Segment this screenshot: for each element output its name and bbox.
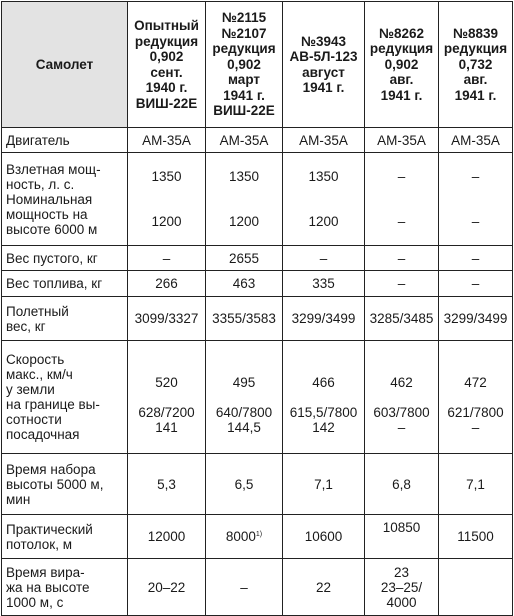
cell: 466 615,5/7800 142 xyxy=(283,341,365,454)
cell: – xyxy=(439,246,513,271)
cell: – xyxy=(206,559,283,616)
cell: – – xyxy=(365,153,439,246)
cell: 12000 xyxy=(128,515,206,559)
header-col-4: №8262 редукция 0,902 авг. 1941 г. xyxy=(365,2,439,128)
row-engine xyxy=(2,128,513,153)
cell: АМ-35А xyxy=(128,128,206,153)
cell: АМ-35А xyxy=(365,128,439,153)
header-col-3: №3943 АВ-5Л-123 август 1941 г. xyxy=(283,2,365,128)
label-flight-weight: Полетный вес, кг xyxy=(2,297,128,341)
cell: 23 23–25/ 4000 xyxy=(365,559,439,616)
header-col-5: №8839 редукция 0,732 авг. 1941 г. xyxy=(439,2,513,128)
label-climb: Время набора высоты 5000 м, мин xyxy=(2,454,128,515)
cell: 5,3 xyxy=(128,454,206,515)
cell: 1350 1200 xyxy=(283,153,365,246)
cell: АМ-35А xyxy=(206,128,283,153)
aircraft-specs-table xyxy=(1,1,513,616)
cell: 3099/3327 xyxy=(128,297,206,341)
cell: 22 xyxy=(283,559,365,616)
cell: 3355/3583 xyxy=(206,297,283,341)
header-col-1: Опытный редукция 0,902 сент. 1940 г. ВИШ-22Е xyxy=(128,2,206,128)
row-speed xyxy=(2,341,513,454)
cell: АМ-35А xyxy=(439,128,513,153)
row-ceiling xyxy=(2,515,513,559)
cell: 11500 xyxy=(439,515,513,559)
cell: 1350 1200 xyxy=(128,153,206,246)
cell: – xyxy=(128,246,206,271)
row-power xyxy=(2,153,513,246)
cell xyxy=(439,559,513,616)
header-row xyxy=(2,2,513,128)
cell: 10850 xyxy=(365,515,439,559)
cell: АМ-35А xyxy=(283,128,365,153)
label-ceiling: Практический потолок, м xyxy=(2,515,128,559)
cell: 520 628/7200 141 xyxy=(128,341,206,454)
cell: 2655 xyxy=(206,246,283,271)
cell: 472 621/7800 – xyxy=(439,341,513,454)
row-flight-weight xyxy=(2,297,513,341)
cell: 462 603/7800 – xyxy=(365,341,439,454)
cell: 7,1 xyxy=(439,454,513,515)
cell: 10600 xyxy=(283,515,365,559)
cell: 463 xyxy=(206,271,283,297)
header-corner: Самолет xyxy=(2,2,128,128)
cell: 335 xyxy=(283,271,365,297)
cell: – – xyxy=(439,153,513,246)
cell: – xyxy=(283,246,365,271)
row-empty-weight xyxy=(2,246,513,271)
cell: 6,8 xyxy=(365,454,439,515)
row-fuel-weight xyxy=(2,271,513,297)
label-fuel-weight: Вес топлива, кг xyxy=(2,271,128,297)
cell: 3299/3499 xyxy=(283,297,365,341)
cell: 7,1 xyxy=(283,454,365,515)
cell: – xyxy=(439,271,513,297)
cell: 20–22 xyxy=(128,559,206,616)
cell: 1350 1200 xyxy=(206,153,283,246)
cell: 6,5 xyxy=(206,454,283,515)
label-empty-weight: Вес пустого, кг xyxy=(2,246,128,271)
label-power: Взлетная мощ- ность, л. с. Номинальная мощность на высоте 6000 м xyxy=(2,153,128,246)
cell: 8000$^{1)}$ xyxy=(206,515,283,559)
label-speed: Скорость макс., км/ч у земли на границе вы- сотности посадочная xyxy=(2,341,128,454)
row-climb xyxy=(2,454,513,515)
cell: 495 640/7800 144,5 xyxy=(206,341,283,454)
label-engine: Двигатель xyxy=(2,128,128,153)
cell: 3299/3499 xyxy=(439,297,513,341)
cell: 3285/3485 xyxy=(365,297,439,341)
row-turn xyxy=(2,559,513,616)
cell: – xyxy=(365,271,439,297)
cell: – xyxy=(365,246,439,271)
header-col-2: №2115 №2107 редукция 0,902 март 1941 г. ВИШ-22Е xyxy=(206,2,283,128)
cell: 266 xyxy=(128,271,206,297)
footnote-marker: 1) xyxy=(255,531,263,538)
label-turn: Время вира- жа на высоте 1000 м, с xyxy=(2,559,128,616)
